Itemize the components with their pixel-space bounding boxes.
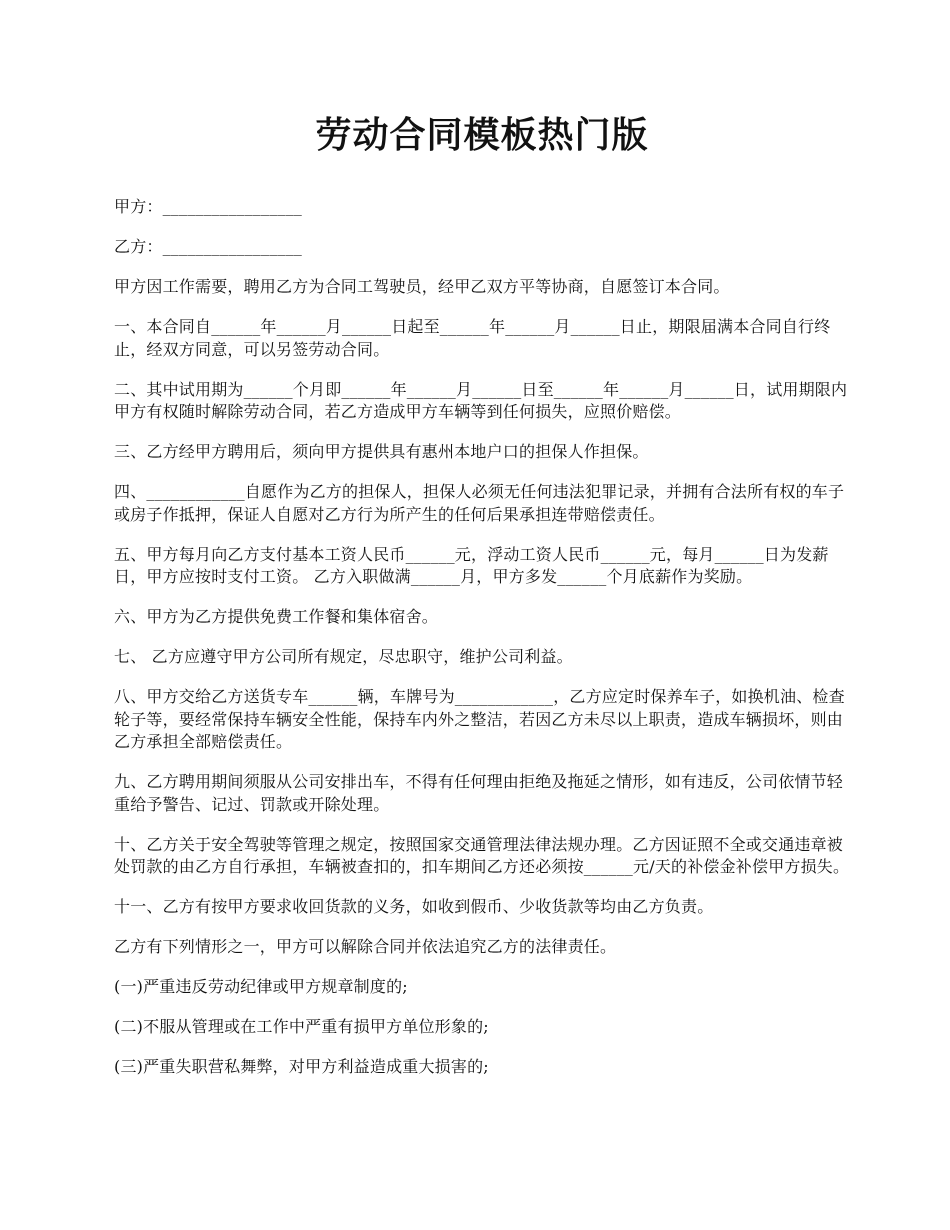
termination-item-2: (二)不服从管理或在工作中严重有损甲方单位形象的; bbox=[114, 1017, 489, 1036]
clause-10-paragraph: 十、乙方关于安全驾驶等管理之规定，按照国家交通管理法律法规办理。乙方因证照不全或交通违章被处罚款的由乙方自行承担，车辆被查扣的，扣车期间乙方还必须按______元/天的补偿金补偿甲方损失。 bbox=[114, 834, 850, 876]
clause-2-paragraph: 二、其中试用期为______个月即______年______月______日至______年______月______日，试用期限内甲方有权随时解除劳动合同，若乙方造成甲方车辆等到任何损失，应照价赔偿。 bbox=[114, 379, 848, 421]
clause-11-paragraph: 十一、乙方有按甲方要求收回货款的义务，如收到假币、少收货款等均由乙方负责。 bbox=[114, 897, 714, 916]
clause-3-paragraph: 三、乙方经甲方聘用后，须向甲方提供具有惠州本地户口的担保人作担保。 bbox=[114, 442, 649, 461]
clause-7-paragraph: 七、 乙方应遵守甲方公司所有规定，尽忠职守，维护公司利益。 bbox=[114, 647, 573, 666]
clause-6-paragraph: 六、甲方为乙方提供免费工作餐和集体宿舍。 bbox=[114, 607, 439, 626]
clause-4-paragraph: 四、____________自愿作为乙方的担保人，担保人必须无任何违法犯罪记录，并拥有合法所有权的车子或房子作抵押，保证人自愿对乙方行为所产生的任何后果承担连带赔偿责任。 bbox=[114, 482, 845, 524]
clause-9-paragraph: 九、乙方聘用期间须服从公司安排出车，不得有任何理由拒绝及拖延之情形，如有违反，公司依情节轻重给予警告、记过、罚款或开除处理。 bbox=[114, 772, 844, 814]
clause-1-paragraph: 一、本合同自______年______月______日起至______年______月______日止，期限届满本合同自行终止，经双方同意，可以另签劳动合同。 bbox=[114, 317, 831, 359]
document-title: 劳动合同模板热门版 bbox=[315, 114, 649, 156]
clause-5-paragraph: 五、甲方每月向乙方支付基本工资人民币______元，浮动工资人民币______元，每月______日为发薪日，甲方应按时支付工资。 乙方入职做满______月，甲方多发______个月底薪作为奖励。 bbox=[114, 544, 829, 586]
clause-8-paragraph: 八、甲方交给乙方送货专车______辆，车牌号为____________，乙方应定时保养车子，如换机油、检查轮子等，要经常保持车辆安全性能，保持车内外之整洁，若因乙方未尽以上职责，造成车辆损坏，则由乙方承担全部赔偿责任。 bbox=[114, 687, 845, 751]
termination-intro-paragraph: 乙方有下列情形之一，甲方可以解除合同并依法追究乙方的法律责任。 bbox=[114, 937, 617, 956]
preamble-paragraph: 甲方因工作需要，聘用乙方为合同工驾驶员，经甲乙双方平等协商，自愿签订本合同。 bbox=[114, 277, 730, 296]
party-a-line: 甲方：_________________ bbox=[114, 197, 303, 216]
party-b-line: 乙方：_________________ bbox=[114, 237, 303, 256]
termination-item-3: (三)严重失职营私舞弊，对甲方利益造成重大损害的; bbox=[114, 1057, 489, 1076]
termination-item-1: (一)严重违反劳动纪律或甲方规章制度的; bbox=[114, 977, 408, 996]
